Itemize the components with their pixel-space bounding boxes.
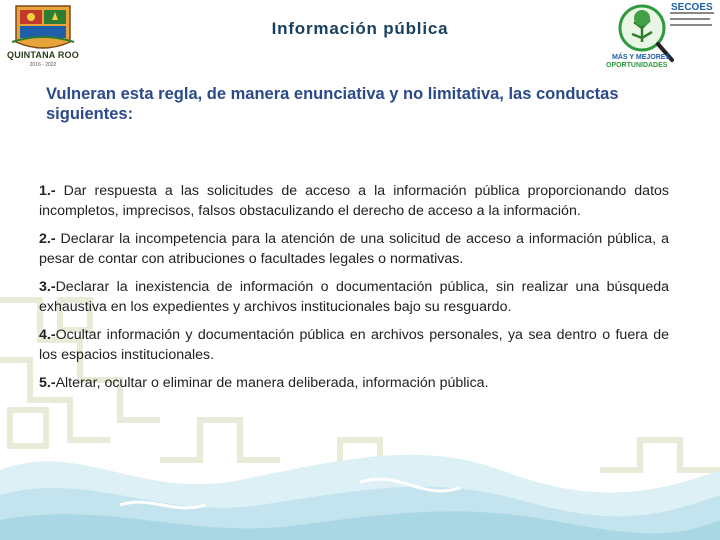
intro-paragraph: Vulneran esta regla, de manera enunciativa y no limitativa, las conductas siguientes: <box>46 85 619 123</box>
logo-left-caption: QUINTANA ROO <box>7 50 79 60</box>
item-text: Declarar la incompetencia para la atención de una solicitud de acceso a información pública, a pesar de contar con atribuciones o facultades legales o normativas. <box>39 231 669 267</box>
conduct-list <box>39 182 669 403</box>
item-number: 4.- <box>39 327 56 343</box>
page-title: Información pública <box>271 19 449 38</box>
item-number: 5.- <box>39 375 56 391</box>
logo-tagline-top: MÁS Y MEJORES <box>612 54 671 61</box>
secoes-brand-text: SECOES <box>671 2 713 13</box>
list-item <box>39 374 669 394</box>
item-number: 2.- <box>39 231 56 247</box>
logo-tagline-bottom: OPORTUNIDADES <box>606 62 668 69</box>
list-item <box>39 278 669 317</box>
item-number: 1.- <box>39 183 56 199</box>
list-item <box>39 182 669 221</box>
list-item <box>39 230 669 269</box>
item-text: Ocultar información y documentación pública en archivos personales, ya sea dentro o fuera de los espacios institucionales. <box>39 327 669 363</box>
list-item <box>39 326 669 365</box>
item-number: 3.- <box>39 279 56 295</box>
item-text: Dar respuesta a las solicitudes de acceso a la información pública proporcionando datos incompletos, imprecisos, falsos obstaculizando el derecho de acceso a la información. <box>39 183 669 219</box>
item-text: Declarar la inexistencia de información o documentación pública, sin realizar una búsqueda exhaustiva en los expedientes y archivos institucionales bajo su resguardo. <box>39 279 669 315</box>
logo-left-years: 2016 - 2022 <box>29 62 57 68</box>
item-text: Alterar, ocultar o eliminar de manera deliberada, información pública. <box>55 375 489 391</box>
